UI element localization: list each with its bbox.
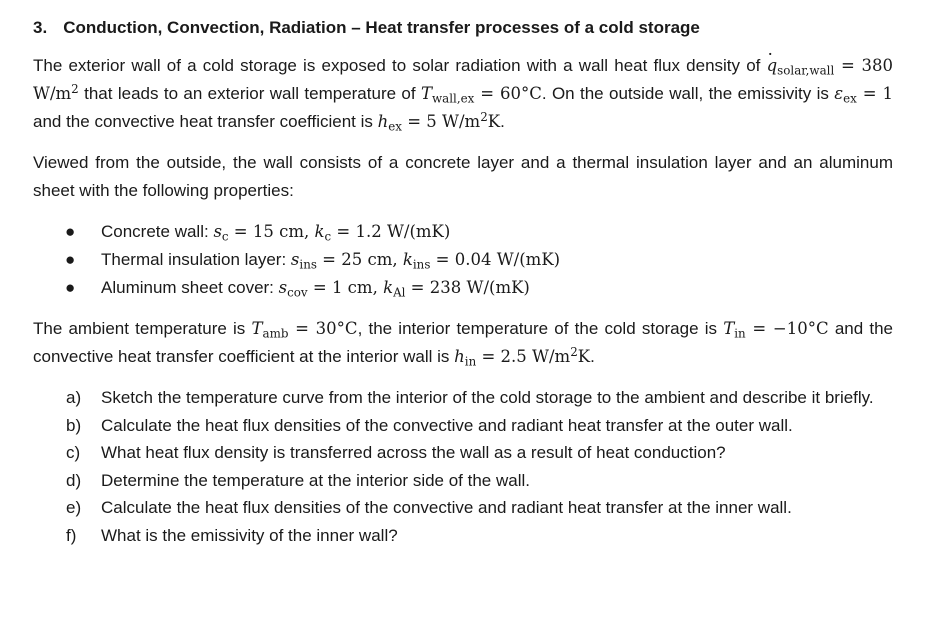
bc-text-1: The ambient temperature is	[33, 319, 252, 338]
property-label: Concrete wall:	[101, 222, 214, 241]
task-text: What is the emissivity of the inner wall?	[101, 525, 398, 545]
bc-text-3: and the convective heat transfer coefficient at the interior wall is	[33, 319, 894, 366]
q-value: = 380 W/m	[33, 56, 893, 103]
q-unit-exponent: 2	[71, 82, 79, 97]
epsilon-symbol: ε	[834, 84, 844, 103]
t-value: = −10°C	[745, 319, 829, 338]
property-expression	[278, 278, 530, 300]
k-subscript: c	[324, 229, 332, 244]
k-symbol: k	[314, 222, 325, 241]
t-subscript: amb	[262, 326, 289, 341]
intro-text-2: that leads to an exterior wall temperature of	[78, 84, 421, 103]
list-item	[33, 384, 893, 412]
list-item	[33, 246, 893, 274]
s-symbol: s	[290, 250, 300, 269]
list-item	[33, 467, 893, 495]
bullet-icon: ●	[65, 278, 76, 297]
ambient-temp-expression	[251, 319, 358, 341]
k-value: = 238 W/(mK)	[405, 278, 530, 297]
h-subscript: ex	[388, 119, 402, 134]
layer-properties-list	[33, 218, 893, 302]
intro-text-4: and the convective heat transfer coefficient is	[33, 112, 378, 131]
intro-text-5: .	[500, 112, 505, 131]
h-unit-exponent: 2	[480, 110, 488, 125]
epsilon-value: = 1	[856, 84, 893, 103]
task-label: b)	[66, 415, 82, 435]
intro-text-1: The exterior wall of a cold storage is exposed to solar radiation with a wall heat flux density of	[33, 56, 761, 75]
property-expression	[290, 250, 561, 272]
t-value: = 60°C	[474, 84, 542, 103]
section-number: 3.	[33, 18, 48, 37]
property-expression	[213, 222, 451, 244]
task-label: d)	[66, 470, 82, 490]
h-symbol: h	[377, 112, 389, 131]
list-item	[33, 494, 893, 522]
q-subscript: solar,wall	[777, 63, 835, 78]
k-symbol: k	[402, 250, 413, 269]
task-list	[33, 384, 893, 549]
h-value: = 2.5 W/m	[476, 347, 571, 366]
list-item	[33, 274, 893, 302]
s-value: = 15 cm,	[228, 222, 315, 241]
h-unit-exponent: 2	[570, 345, 578, 360]
task-label: f)	[66, 525, 77, 545]
t-subscript: wall,ex	[432, 91, 475, 106]
s-subscript: c	[221, 229, 229, 244]
task-label: c)	[66, 443, 81, 462]
h-unit: K	[487, 112, 501, 131]
t-symbol: T	[723, 319, 735, 338]
htc-ex-expression	[377, 110, 501, 134]
list-item	[33, 439, 893, 467]
h-subscript: in	[464, 354, 477, 369]
t-symbol: T	[420, 84, 432, 103]
h-value: = 5 W/m	[401, 112, 481, 131]
intro-paragraph	[33, 52, 893, 136]
k-value: = 1.2 W/(mK)	[331, 222, 451, 241]
bullet-icon: ●	[65, 222, 76, 241]
document	[33, 14, 893, 549]
epsilon-subscript: ex	[843, 91, 857, 106]
task-text: Sketch the temperature curve from the interior of the cold storage to the ambient and describe it briefly.	[101, 388, 874, 407]
k-subscript: Al	[393, 285, 406, 300]
bc-text-4: .	[590, 347, 595, 366]
emissivity-expression	[834, 84, 893, 106]
k-value: = 0.04 W/(mK)	[430, 250, 561, 269]
task-text: Calculate the heat flux densities of the convective and radiant heat transfer at the inner wall.	[101, 498, 792, 517]
t-symbol: T	[251, 319, 263, 338]
k-symbol: k	[383, 278, 394, 297]
s-value: = 1 cm,	[307, 278, 384, 297]
s-subscript: cov	[287, 285, 308, 300]
intro-text-3: . On the outside wall, the emissivity is	[541, 84, 835, 103]
wall-description-paragraph: Viewed from the outside, the wall consists of a concrete layer and a thermal insulation layer and an aluminum sheet with the following properties:	[33, 153, 893, 200]
task-text: What heat flux density is transferred across the wall as a result of heat conduction?	[101, 443, 726, 462]
property-label: Thermal insulation layer:	[101, 250, 291, 269]
bc-text-2: , the interior temperature of the cold storage is	[357, 319, 724, 338]
list-item	[33, 218, 893, 246]
list-item	[33, 412, 893, 440]
section-title	[33, 14, 893, 42]
h-symbol: h	[454, 347, 465, 366]
t-subscript: in	[734, 326, 746, 341]
task-label: e)	[66, 498, 82, 517]
h-unit: K	[577, 347, 591, 366]
section-title-text: Conduction, Convection, Radiation – Heat transfer processes of a cold storage	[63, 18, 700, 37]
s-subscript: ins	[299, 257, 317, 272]
htc-in-expression	[454, 345, 591, 369]
interior-temp-expression	[723, 319, 829, 341]
s-symbol: s	[278, 278, 288, 297]
s-value: = 25 cm,	[316, 250, 403, 269]
task-label: a)	[66, 388, 82, 407]
task-text: Determine the temperature at the interior side of the wall.	[101, 470, 530, 490]
bullet-icon: ●	[65, 250, 76, 269]
wall-temp-expression	[420, 84, 542, 106]
property-label: Aluminum sheet cover:	[101, 278, 279, 297]
s-symbol: s	[213, 222, 222, 241]
t-value: = 30°C	[288, 319, 358, 338]
k-subscript: ins	[412, 257, 431, 272]
task-text: Calculate the heat flux densities of the convective and radiant heat transfer at the outer wall.	[101, 415, 793, 435]
list-item	[33, 522, 893, 550]
boundary-conditions-paragraph	[33, 315, 893, 371]
q-dot-symbol: · q	[767, 52, 778, 80]
